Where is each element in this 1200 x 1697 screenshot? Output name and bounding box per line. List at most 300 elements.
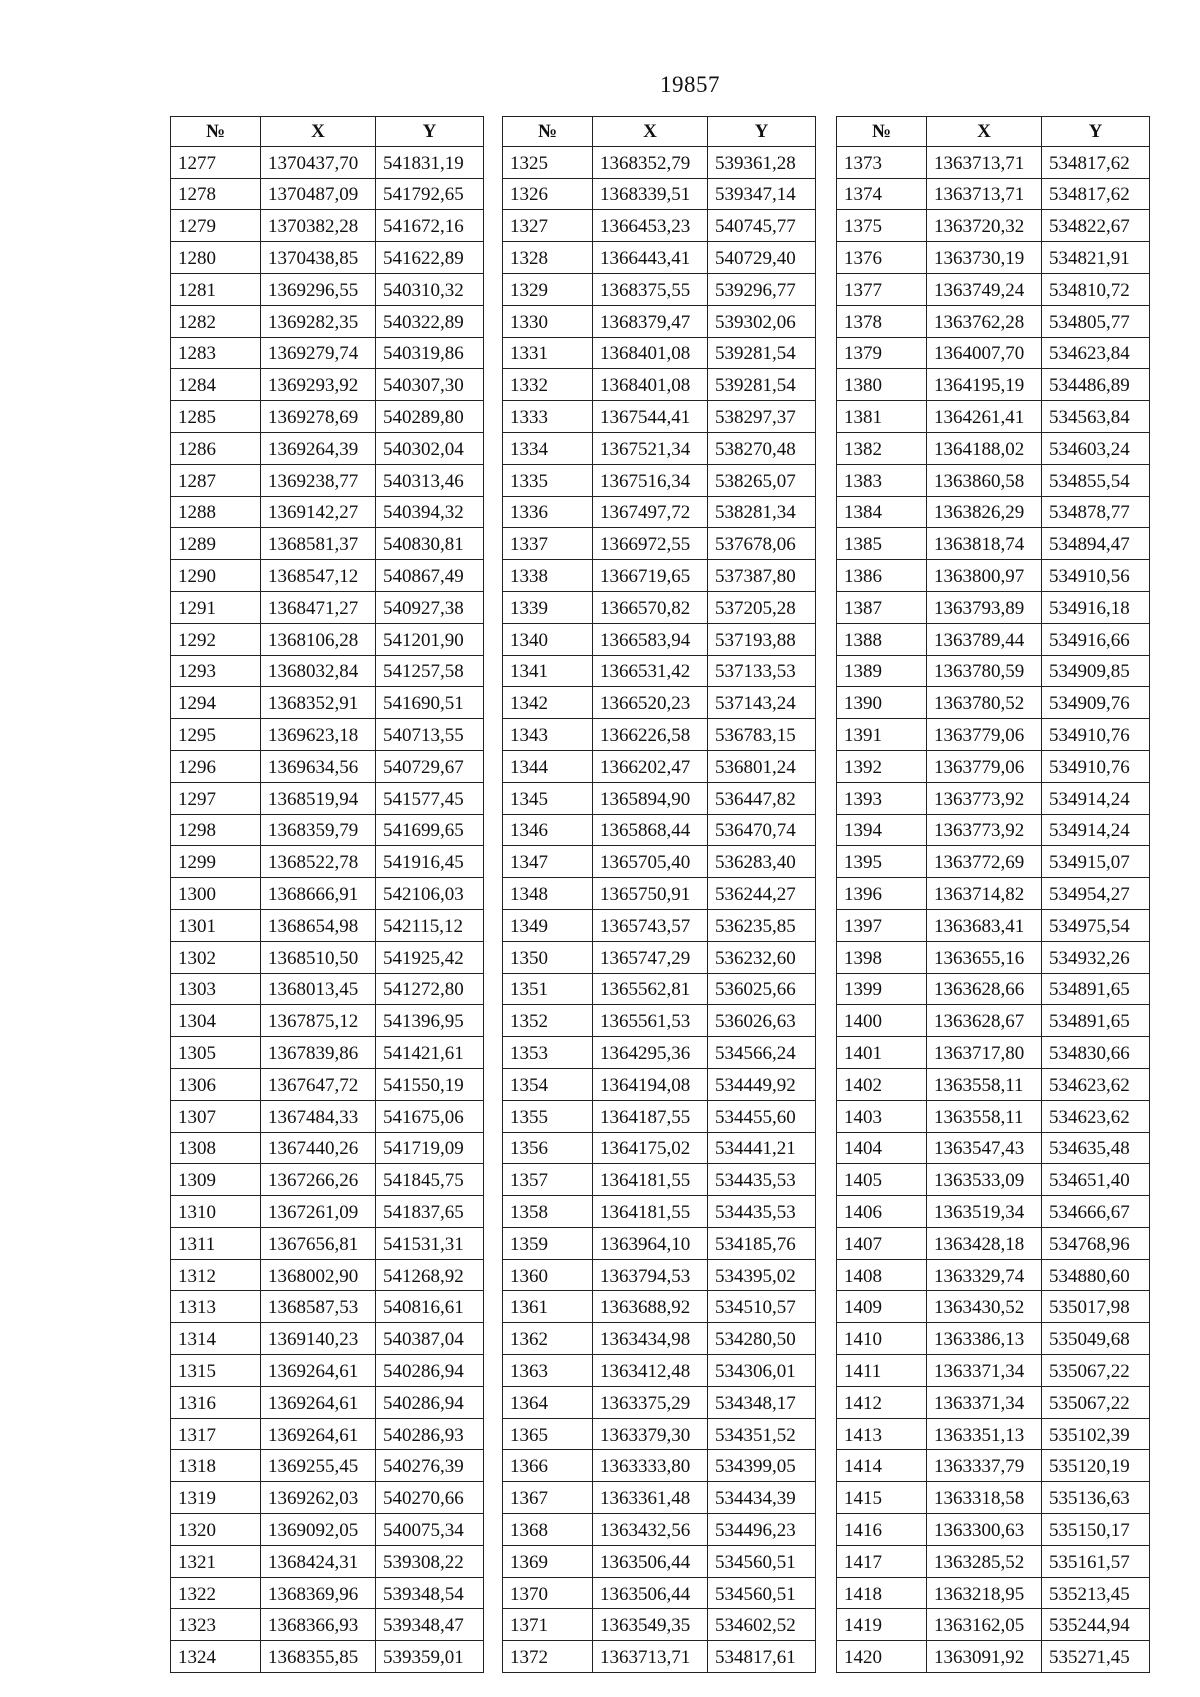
cell-x: 1363713,71 [927,178,1042,210]
cell-number: 1311 [171,1227,261,1259]
cell-x: 1364261,41 [927,401,1042,433]
cell-number: 1335 [503,464,593,496]
cell-y: 534914,24 [1042,814,1150,846]
cell-x: 1363533,09 [927,1164,1042,1196]
cell-number: 1410 [837,1323,927,1355]
table-row [837,1259,1150,1291]
cell-y: 536470,74 [708,814,816,846]
cell-x: 1363519,34 [927,1196,1042,1228]
cell-number: 1361 [503,1291,593,1323]
cell-number: 1327 [503,210,593,242]
cell-y: 535067,22 [1042,1355,1150,1387]
cell-y: 540286,94 [376,1386,484,1418]
cell-number: 1376 [837,242,927,274]
cell-number: 1413 [837,1418,927,1450]
cell-x: 1368401,08 [593,337,708,369]
table-row [171,878,484,910]
table-row [171,1291,484,1323]
cell-number: 1308 [171,1132,261,1164]
cell-x: 1368547,12 [261,560,376,592]
table-row [171,1132,484,1164]
header-y: Y [708,117,816,147]
cell-number: 1315 [171,1355,261,1387]
table-row [503,973,816,1005]
table-row [837,814,1150,846]
cell-x: 1367544,41 [593,401,708,433]
cell-number: 1358 [503,1196,593,1228]
table-row [503,1482,816,1514]
cell-number: 1300 [171,878,261,910]
table-row [171,655,484,687]
cell-y: 536783,15 [708,719,816,751]
cell-y: 534185,76 [708,1227,816,1259]
cell-x: 1368375,55 [593,273,708,305]
table-row [837,1355,1150,1387]
cell-x: 1363773,92 [927,814,1042,846]
cell-y: 534455,60 [708,1100,816,1132]
table-row [503,401,816,433]
table-row [837,1386,1150,1418]
cell-y: 539302,06 [708,305,816,337]
cell-y: 540289,80 [376,401,484,433]
cell-x: 1363547,43 [927,1132,1042,1164]
table-row [837,401,1150,433]
cell-number: 1380 [837,369,927,401]
header-x: X [261,117,376,147]
cell-number: 1328 [503,242,593,274]
cell-x: 1365561,53 [593,1005,708,1037]
table-row [503,369,816,401]
cell-y: 540302,04 [376,432,484,464]
cell-x: 1364188,02 [927,432,1042,464]
table-row [837,1132,1150,1164]
cell-x: 1363628,67 [927,1005,1042,1037]
table-row [837,369,1150,401]
cell-number: 1416 [837,1514,927,1546]
cell-x: 1368424,31 [261,1545,376,1577]
cell-number: 1346 [503,814,593,846]
cell-number: 1314 [171,1323,261,1355]
cell-number: 1394 [837,814,927,846]
cell-y: 534822,67 [1042,210,1150,242]
cell-y: 541719,09 [376,1132,484,1164]
table-row [837,591,1150,623]
cell-x: 1363779,06 [927,750,1042,782]
cell-y: 534399,05 [708,1450,816,1482]
table-row [503,146,816,178]
cell-number: 1330 [503,305,593,337]
cell-x: 1369634,56 [261,750,376,782]
cell-number: 1377 [837,273,927,305]
cell-number: 1409 [837,1291,927,1323]
table-row [503,560,816,592]
cell-number: 1323 [171,1609,261,1641]
cell-number: 1325 [503,146,593,178]
cell-y: 541577,45 [376,782,484,814]
cell-y: 534635,48 [1042,1132,1150,1164]
cell-y: 541675,06 [376,1100,484,1132]
table-row [503,591,816,623]
table-row [837,941,1150,973]
table-row [171,687,484,719]
cell-x: 1367497,72 [593,496,708,528]
cell-y: 536244,27 [708,878,816,910]
cell-number: 1375 [837,210,927,242]
cell-y: 541690,51 [376,687,484,719]
table-row [171,242,484,274]
cell-y: 534916,18 [1042,591,1150,623]
cell-y: 541699,65 [376,814,484,846]
cell-x: 1366520,23 [593,687,708,719]
cell-y: 537387,80 [708,560,816,592]
cell-number: 1298 [171,814,261,846]
table-row [503,305,816,337]
cell-y: 534891,65 [1042,973,1150,1005]
cell-y: 534651,40 [1042,1164,1150,1196]
table-row [171,1609,484,1641]
cell-x: 1369279,74 [261,337,376,369]
cell-number: 1369 [503,1545,593,1577]
cell-number: 1281 [171,273,261,305]
table-row [837,909,1150,941]
cell-y: 539296,77 [708,273,816,305]
cell-y: 538297,37 [708,401,816,433]
table-row [171,210,484,242]
cell-x: 1366226,58 [593,719,708,751]
cell-x: 1363434,98 [593,1323,708,1355]
cell-y: 540075,34 [376,1514,484,1546]
cell-y: 540867,49 [376,560,484,592]
cell-y: 536235,85 [708,909,816,941]
cell-number: 1408 [837,1259,927,1291]
cell-x: 1368032,84 [261,655,376,687]
table-row [171,1323,484,1355]
cell-x: 1364194,08 [593,1068,708,1100]
cell-number: 1370 [503,1577,593,1609]
table-row [503,432,816,464]
table-row [171,305,484,337]
cell-x: 1367261,09 [261,1196,376,1228]
cell-number: 1357 [503,1164,593,1196]
cell-x: 1367647,72 [261,1068,376,1100]
table-row [171,528,484,560]
cell-x: 1370438,85 [261,242,376,274]
cell-number: 1288 [171,496,261,528]
table-body [171,146,484,1672]
table-row [503,1164,816,1196]
cell-y: 534435,53 [708,1164,816,1196]
cell-number: 1389 [837,655,927,687]
cell-number: 1353 [503,1037,593,1069]
cell-y: 539359,01 [376,1641,484,1673]
cell-x: 1367656,81 [261,1227,376,1259]
cell-y: 542115,12 [376,909,484,941]
cell-x: 1363713,71 [927,146,1042,178]
cell-y: 541257,58 [376,655,484,687]
cell-x: 1363432,56 [593,1514,708,1546]
table-row [837,528,1150,560]
cell-y: 540286,93 [376,1418,484,1450]
cell-y: 542106,03 [376,878,484,910]
header-y: Y [1042,117,1150,147]
cell-y: 540830,81 [376,528,484,560]
cell-number: 1337 [503,528,593,560]
cell-number: 1292 [171,623,261,655]
coordinate-table-1 [170,116,484,1673]
cell-y: 534909,76 [1042,687,1150,719]
table-row [503,814,816,846]
table-row [171,1100,484,1132]
cell-number: 1374 [837,178,927,210]
table-row [503,464,816,496]
cell-number: 1295 [171,719,261,751]
table-row [837,560,1150,592]
cell-x: 1363285,52 [927,1545,1042,1577]
table-row [171,146,484,178]
cell-x: 1368339,51 [593,178,708,210]
cell-number: 1407 [837,1227,927,1259]
table-body [837,146,1150,1672]
cell-x: 1363762,28 [927,305,1042,337]
cell-number: 1290 [171,560,261,592]
cell-number: 1352 [503,1005,593,1037]
cell-y: 541837,65 [376,1196,484,1228]
cell-x: 1368106,28 [261,623,376,655]
cell-number: 1342 [503,687,593,719]
cell-x: 1363780,52 [927,687,1042,719]
cell-y: 535150,17 [1042,1514,1150,1546]
cell-y: 534880,60 [1042,1259,1150,1291]
cell-x: 1363772,69 [927,846,1042,878]
cell-number: 1318 [171,1450,261,1482]
cell-number: 1282 [171,305,261,337]
cell-y: 535271,45 [1042,1641,1150,1673]
table-row [171,941,484,973]
cell-number: 1381 [837,401,927,433]
cell-y: 534306,01 [708,1355,816,1387]
cell-number: 1368 [503,1514,593,1546]
cell-number: 1392 [837,750,927,782]
cell-y: 534878,77 [1042,496,1150,528]
cell-y: 534910,76 [1042,719,1150,751]
table-row [503,178,816,210]
table-row [171,623,484,655]
cell-y: 538265,07 [708,464,816,496]
cell-x: 1363964,10 [593,1227,708,1259]
table-row [171,1068,484,1100]
cell-x: 1365868,44 [593,814,708,846]
table-row [837,687,1150,719]
cell-number: 1391 [837,719,927,751]
cell-y: 535161,57 [1042,1545,1150,1577]
cell-number: 1331 [503,337,593,369]
cell-x: 1364175,02 [593,1132,708,1164]
table-row [171,1196,484,1228]
cell-x: 1363717,80 [927,1037,1042,1069]
table-row [171,909,484,941]
cell-number: 1313 [171,1291,261,1323]
cell-number: 1371 [503,1609,593,1641]
table-row [503,1545,816,1577]
cell-y: 534910,56 [1042,560,1150,592]
cell-y: 534830,66 [1042,1037,1150,1069]
table-row [503,1132,816,1164]
cell-x: 1367440,26 [261,1132,376,1164]
cell-y: 537193,88 [708,623,816,655]
cell-number: 1287 [171,464,261,496]
cell-number: 1333 [503,401,593,433]
table-row [837,432,1150,464]
table-row [171,1355,484,1387]
cell-number: 1355 [503,1100,593,1132]
cell-number: 1414 [837,1450,927,1482]
cell-number: 1319 [171,1482,261,1514]
table-row [171,432,484,464]
cell-number: 1397 [837,909,927,941]
cell-x: 1369255,45 [261,1450,376,1482]
cell-y: 539281,54 [708,337,816,369]
cell-number: 1379 [837,337,927,369]
cell-number: 1341 [503,655,593,687]
cell-number: 1420 [837,1641,927,1673]
cell-number: 1339 [503,591,593,623]
table-row [837,1641,1150,1673]
cell-y: 541550,19 [376,1068,484,1100]
cell-x: 1368352,91 [261,687,376,719]
table-row [171,750,484,782]
cell-y: 539361,28 [708,146,816,178]
cell-y: 540322,89 [376,305,484,337]
table-row [837,623,1150,655]
cell-x: 1363714,82 [927,878,1042,910]
cell-x: 1364181,55 [593,1196,708,1228]
cell-x: 1363628,66 [927,973,1042,1005]
cell-x: 1363779,06 [927,719,1042,751]
table-row [171,1037,484,1069]
table-row [503,210,816,242]
cell-x: 1368471,27 [261,591,376,623]
cell-x: 1368369,96 [261,1577,376,1609]
table-row [503,719,816,751]
cell-x: 1368581,37 [261,528,376,560]
cell-x: 1363793,89 [927,591,1042,623]
cell-x: 1366531,42 [593,655,708,687]
cell-y: 540745,77 [708,210,816,242]
cell-y: 534435,53 [708,1196,816,1228]
cell-x: 1366202,47 [593,750,708,782]
table-row [837,1482,1150,1514]
table-row [171,719,484,751]
table-row [837,305,1150,337]
cell-y: 540270,66 [376,1482,484,1514]
cell-y: 540319,86 [376,337,484,369]
table-row [171,814,484,846]
cell-x: 1369140,23 [261,1323,376,1355]
cell-x: 1363428,18 [927,1227,1042,1259]
cell-number: 1326 [503,178,593,210]
cell-y: 534623,84 [1042,337,1150,369]
table-row [503,242,816,274]
cell-x: 1363826,29 [927,496,1042,528]
coordinate-table-2 [502,116,816,1673]
cell-number: 1317 [171,1418,261,1450]
cell-x: 1368359,79 [261,814,376,846]
cell-y: 535049,68 [1042,1323,1150,1355]
cell-x: 1366443,41 [593,242,708,274]
cell-number: 1398 [837,941,927,973]
cell-y: 538270,48 [708,432,816,464]
cell-y: 534434,39 [708,1482,816,1514]
table-row [503,1227,816,1259]
table-row [503,1100,816,1132]
cell-number: 1388 [837,623,927,655]
table-row [837,1005,1150,1037]
header-number: № [171,117,261,147]
cell-x: 1368379,47 [593,305,708,337]
cell-y: 537678,06 [708,528,816,560]
cell-y: 541916,45 [376,846,484,878]
cell-x: 1369092,05 [261,1514,376,1546]
cell-y: 534915,07 [1042,846,1150,878]
cell-y: 534817,61 [708,1641,816,1673]
table-row [171,1482,484,1514]
cell-number: 1399 [837,973,927,1005]
cell-y: 539348,54 [376,1577,484,1609]
cell-x: 1368013,45 [261,973,376,1005]
cell-y: 534351,52 [708,1418,816,1450]
cell-y: 534602,52 [708,1609,816,1641]
table-row [171,591,484,623]
cell-y: 534510,57 [708,1291,816,1323]
cell-y: 534932,26 [1042,941,1150,973]
cell-number: 1354 [503,1068,593,1100]
table-row [171,1641,484,1673]
cell-y: 534891,65 [1042,1005,1150,1037]
table-row [837,973,1150,1005]
cell-y: 534817,62 [1042,146,1150,178]
cell-x: 1369238,77 [261,464,376,496]
cell-x: 1369264,61 [261,1386,376,1418]
cell-x: 1363713,71 [593,1641,708,1673]
table-row [837,1068,1150,1100]
cell-number: 1356 [503,1132,593,1164]
table-row [503,1259,816,1291]
cell-x: 1368519,94 [261,782,376,814]
cell-y: 539308,22 [376,1545,484,1577]
cell-y: 534821,91 [1042,242,1150,274]
cell-y: 534810,72 [1042,273,1150,305]
cell-x: 1365750,91 [593,878,708,910]
cell-y: 537133,53 [708,655,816,687]
cell-y: 534496,23 [708,1514,816,1546]
table-row [171,846,484,878]
cell-number: 1343 [503,719,593,751]
cell-y: 534666,67 [1042,1196,1150,1228]
cell-x: 1369293,92 [261,369,376,401]
cell-y: 535244,94 [1042,1609,1150,1641]
cell-number: 1338 [503,560,593,592]
cell-x: 1364295,36 [593,1037,708,1069]
cell-number: 1401 [837,1037,927,1069]
cell-x: 1363371,34 [927,1355,1042,1387]
table-row [503,337,816,369]
cell-x: 1365743,57 [593,909,708,941]
table-row [837,1291,1150,1323]
cell-x: 1363351,13 [927,1418,1042,1450]
cell-number: 1289 [171,528,261,560]
cell-number: 1366 [503,1450,593,1482]
cell-y: 534894,47 [1042,528,1150,560]
